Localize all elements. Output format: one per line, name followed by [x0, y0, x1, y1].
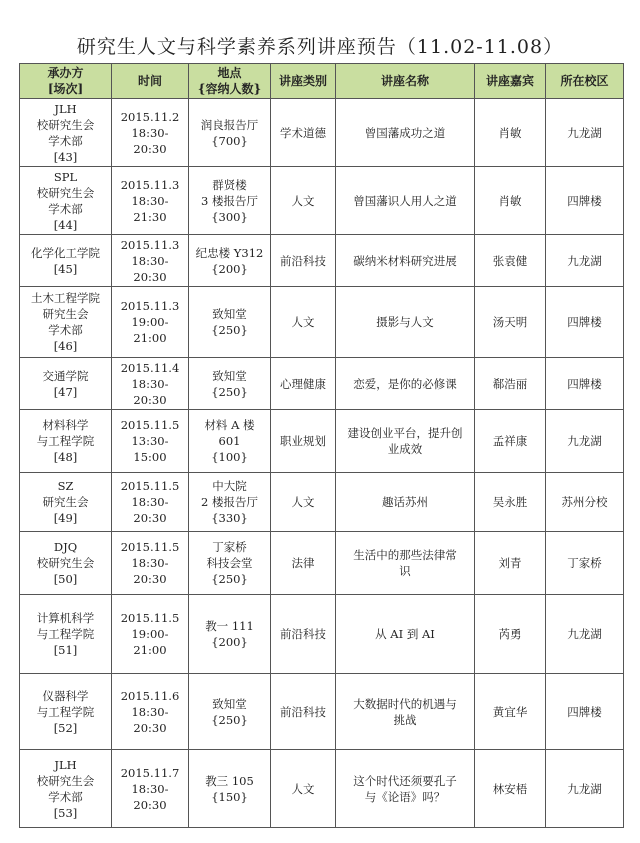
cell-time: 2015.11.5 18:30-20:30: [112, 532, 189, 595]
cell-speaker: 肖敏: [475, 99, 546, 167]
header-category: 讲座类别: [271, 64, 336, 99]
cell-venue: 润良报告厅 {700}: [189, 99, 271, 167]
table-row: [20, 532, 624, 595]
cell-organizer: DJQ 校研究生会 [50]: [20, 532, 112, 595]
cell-lecture-name: 碳纳米材料研究进展: [336, 235, 475, 287]
cell-organizer: 材料科学 与工程学院 [48]: [20, 410, 112, 473]
cell-category: 人文: [271, 287, 336, 358]
cell-campus: 九龙湖: [546, 750, 624, 828]
table-row: [20, 358, 624, 410]
header-campus: 所在校区: [546, 64, 624, 99]
cell-category: 学术道德: [271, 99, 336, 167]
cell-venue: 中大院 2 楼报告厅 {330}: [189, 473, 271, 532]
cell-venue: 群贤楼 3 楼报告厅 {300}: [189, 167, 271, 235]
cell-lecture-name: 从 AI 到 AI: [336, 595, 475, 674]
cell-speaker: 郗浩丽: [475, 358, 546, 410]
cell-organizer: 计算机科学 与工程学院 [51]: [20, 595, 112, 674]
cell-time: 2015.11.7 18:30-20:30: [112, 750, 189, 828]
cell-category: 人文: [271, 167, 336, 235]
cell-category: 心理健康: [271, 358, 336, 410]
cell-time: 2015.11.5 13:30-15:00: [112, 410, 189, 473]
header-organizer: 承办方 [场次]: [20, 64, 112, 99]
table-row: [20, 99, 624, 167]
cell-time: 2015.11.6 18:30-20:30: [112, 674, 189, 750]
cell-category: 人文: [271, 750, 336, 828]
cell-speaker: 张袁健: [475, 235, 546, 287]
cell-organizer: 交通学院 [47]: [20, 358, 112, 410]
cell-venue: 教三 105 {150}: [189, 750, 271, 828]
header-time: 时间: [112, 64, 189, 99]
cell-lecture-name: 曾国藩成功之道: [336, 99, 475, 167]
cell-organizer: SPL 校研究生会 学术部 [44]: [20, 167, 112, 235]
cell-campus: 四牌楼: [546, 287, 624, 358]
table-row: [20, 674, 624, 750]
table-row: [20, 167, 624, 235]
cell-organizer: 仪器科学 与工程学院 [52]: [20, 674, 112, 750]
cell-category: 法律: [271, 532, 336, 595]
cell-lecture-name: 建设创业平台，提升创 业成效: [336, 410, 475, 473]
cell-category: 前沿科技: [271, 235, 336, 287]
cell-campus: 四牌楼: [546, 358, 624, 410]
cell-lecture-name: 趣话苏州: [336, 473, 475, 532]
cell-lecture-name: 这个时代还须要孔子 与《论语》吗？: [336, 750, 475, 828]
cell-speaker: 芮勇: [475, 595, 546, 674]
cell-time: 2015.11.4 18:30-20:30: [112, 358, 189, 410]
cell-speaker: 林安梧: [475, 750, 546, 828]
cell-speaker: 吴永胜: [475, 473, 546, 532]
table-row: [20, 287, 624, 358]
cell-venue: 材料 A 楼 601 {100}: [189, 410, 271, 473]
cell-organizer: JLH 校研究生会 学术部 [43]: [20, 99, 112, 167]
header-speaker: 讲座嘉宾: [475, 64, 546, 99]
cell-venue: 丁家桥 科技会堂 {250}: [189, 532, 271, 595]
cell-time: 2015.11.3 19:00-21:00: [112, 287, 189, 358]
cell-speaker: 孟祥康: [475, 410, 546, 473]
header-lecture-name: 讲座名称: [336, 64, 475, 99]
cell-venue: 致知堂 {250}: [189, 358, 271, 410]
cell-organizer: 土木工程学院 研究生会 学术部 [46]: [20, 287, 112, 358]
cell-time: 2015.11.3 18:30-20:30: [112, 235, 189, 287]
cell-category: 前沿科技: [271, 674, 336, 750]
cell-campus: 四牌楼: [546, 167, 624, 235]
header-row: [20, 64, 624, 99]
cell-organizer: SZ 研究生会 [49]: [20, 473, 112, 532]
cell-campus: 九龙湖: [546, 410, 624, 473]
cell-organizer: JLH 校研究生会 学术部 [53]: [20, 750, 112, 828]
cell-speaker: 黄宜华: [475, 674, 546, 750]
table-row: [20, 595, 624, 674]
cell-campus: 九龙湖: [546, 595, 624, 674]
cell-speaker: 汤天明: [475, 287, 546, 358]
cell-lecture-name: 恋爱，是你的必修课: [336, 358, 475, 410]
cell-lecture-name: 曾国藩识人用人之道: [336, 167, 475, 235]
cell-speaker: 刘青: [475, 532, 546, 595]
cell-campus: 苏州分校: [546, 473, 624, 532]
cell-lecture-name: 大数据时代的机遇与 挑战: [336, 674, 475, 750]
page-title: 研究生人文与科学素养系列讲座预告（11.02-11.08）: [76, 36, 564, 58]
cell-time: 2015.11.5 18:30-20:30: [112, 473, 189, 532]
cell-lecture-name: 生活中的那些法律常 识: [336, 532, 475, 595]
cell-speaker: 肖敏: [475, 167, 546, 235]
cell-time: 2015.11.5 19:00-21:00: [112, 595, 189, 674]
cell-category: 职业规划: [271, 410, 336, 473]
cell-campus: 丁家桥: [546, 532, 624, 595]
lecture-schedule-table: [19, 63, 624, 828]
cell-lecture-name: 摄影与人文: [336, 287, 475, 358]
cell-venue: 纪忠楼 Y312 {200}: [189, 235, 271, 287]
cell-organizer: 化学化工学院 [45]: [20, 235, 112, 287]
cell-venue: 教一 111 {200}: [189, 595, 271, 674]
cell-venue: 致知堂 {250}: [189, 674, 271, 750]
table-row: [20, 410, 624, 473]
table-row: [20, 473, 624, 532]
cell-venue: 致知堂 {250}: [189, 287, 271, 358]
cell-category: 前沿科技: [271, 595, 336, 674]
cell-time: 2015.11.2 18:30-20:30: [112, 99, 189, 167]
cell-time: 2015.11.3 18:30-21:30: [112, 167, 189, 235]
table-row: [20, 750, 624, 828]
cell-category: 人文: [271, 473, 336, 532]
table-row: [20, 235, 624, 287]
cell-campus: 九龙湖: [546, 99, 624, 167]
header-venue: 地点 {容纳人数}: [189, 64, 271, 99]
cell-campus: 四牌楼: [546, 674, 624, 750]
cell-campus: 九龙湖: [546, 235, 624, 287]
